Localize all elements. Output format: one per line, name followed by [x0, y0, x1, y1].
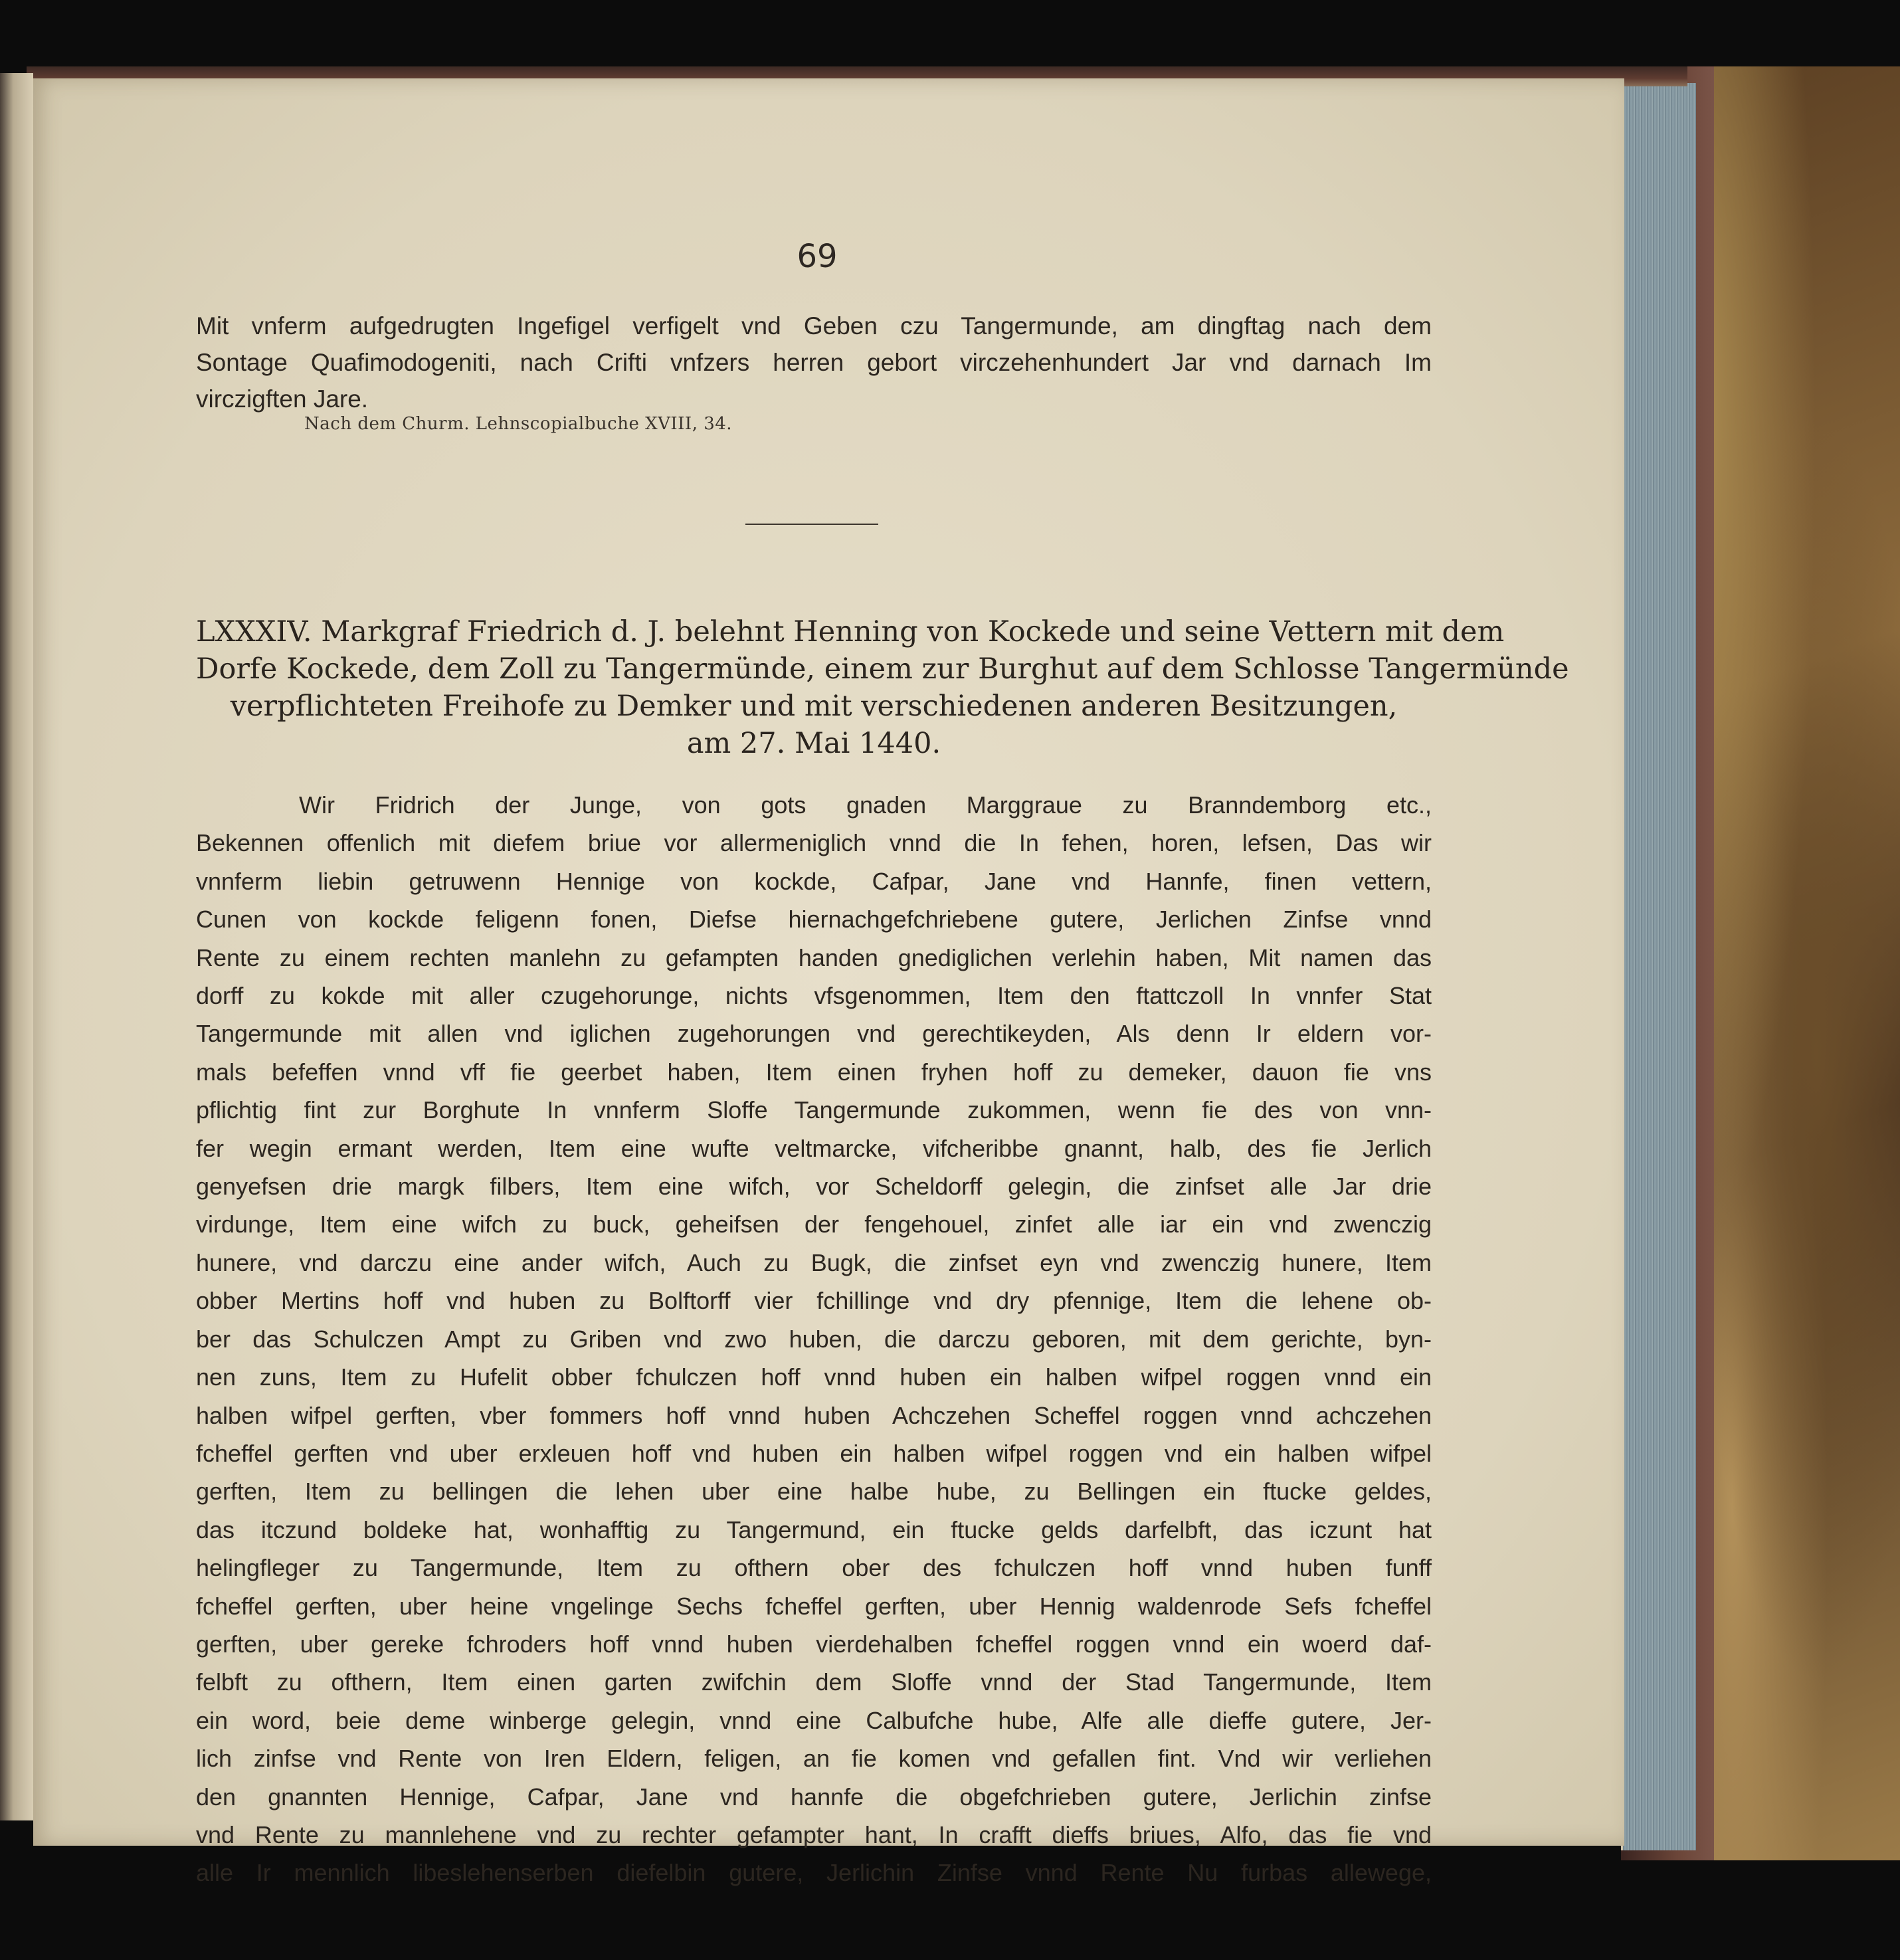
- body-line: Rente zu einem rechten manlehn zu gefampten handen gnediglichen verlehin haben, Mit namen das: [196, 943, 1432, 971]
- heading-date-line: am 27. Mai 1440.: [686, 727, 941, 760]
- intro-paragraph: [196, 308, 1432, 417]
- intro-line: Mit vnferm aufgedrugten Ingefigel verfigelt vnd Geben czu Tangermunde, am dingftag nach dem: [196, 312, 1432, 340]
- body-line: felbft zu ofthern, Item einen garten zwifchin dem Sloffe vnnd der Stad Tangermunde, Item: [196, 1668, 1432, 1696]
- body-line: virdunge, Item eine wifch zu buck, geheifsen der fengehouel, zinfet alle iar ein vnd zwenczig: [196, 1211, 1432, 1238]
- document-heading: [196, 613, 1569, 762]
- body-line: Wir Fridrich der Junge, von gots gnaden Marggraue zu Branndemborg etc.,: [299, 791, 1432, 819]
- body-line: fcheffel gerften, uber heine vngelinge Sechs fcheffel gerften, uber Hennig waldenrode Sefs fcheffel: [196, 1592, 1432, 1620]
- body-line: hunere, vnd darczu eine ander wifch, Auch zu Bugk, die zinfset eyn vnd zwenczig hunere, Item: [196, 1248, 1432, 1276]
- page-block-edge: [1621, 83, 1696, 1850]
- previous-page-edge: [0, 73, 33, 1820]
- body-line: Bekennen offenlich mit diefem briue vor allermeniglich vnnd die In fehen, horen, lefsen, Das wir: [196, 829, 1432, 857]
- body-line: Tangermunde mit allen vnd iglichen zugehorungen vnd gerechtikeyden, Als denn Ir eldern vor-: [196, 1020, 1432, 1048]
- heading-line: verpflichteten Freihofe zu Demker und mit verschiedenen anderen Besitzungen,: [230, 690, 1398, 723]
- body-line: gerften, Item zu bellingen die lehen uber eine halbe hube, zu Bellingen ein ftucke geldes,: [196, 1478, 1432, 1506]
- body-line: halben wifpel gerften, vber fommers hoff vnnd huben Achczehen Scheffel roggen vnnd achczehen: [196, 1401, 1432, 1429]
- body-line: fer wegin ermant werden, Item eine wufte veltmarcke, vifcheribbe gnannt, halb, des fie Jerlich: [196, 1134, 1432, 1162]
- body-line: helingfleger zu Tangermunde, Item zu ofthern ober des fchulczen hoff vnnd huben funff: [196, 1554, 1432, 1582]
- intro-line: virczigften Jare.: [196, 385, 369, 413]
- body-line: ber das Schulczen Ampt zu Griben vnd zwo huben, die darczu geboren, mit dem gerichte, byn-: [196, 1325, 1432, 1353]
- body-line: dorff zu kokde mit aller czugehorunge, nichts vfsgenommen, Item den ftattczoll In vnnfer Stat: [196, 982, 1432, 1010]
- book-page: [33, 78, 1624, 1887]
- body-line: fcheffel gerften vnd uber erxleuen hoff vnd huben ein halben wifpel roggen vnd ein halben wifpel: [196, 1439, 1432, 1467]
- body-line: Cunen von kockde feligenn fonen, Diefse hiernachgefchriebene gutere, Jerlichen Zinfse vnnd: [196, 906, 1432, 933]
- intro-line: Sontage Quafimodogeniti, nach Crifti vnfzers herren gebort virczehenhundert Jar vnd darnach Im: [196, 349, 1432, 376]
- heading-line: LXXXIV. Markgraf Friedrich d. J. belehnt Henning von Kockede und seine Vettern mit dem: [196, 615, 1505, 648]
- heading-line: Dorfe Kockede, dem Zoll zu Tangermünde, einem zur Burghut auf dem Schlosse Tangermünde: [196, 652, 1569, 686]
- body-line: vnnferm liebin getruwenn Hennige von kockde, Cafpar, Jane vnd Hannfe, finen vettern,: [196, 867, 1432, 895]
- page-number: 69: [797, 238, 838, 275]
- charter-body: [196, 786, 1432, 1892]
- source-note: Nach dem Churm. Lehnscopialbuche XVIII, 34.: [304, 414, 733, 434]
- body-line: alle Ir mennlich libeslehenserben diefelbin gutere, Jerlichin Zinfse vnnd Rente Nu furbas allewege,: [196, 1859, 1432, 1887]
- body-line: mals befeffen vnnd vff fie geerbet haben, Item einen fryhen hoff zu demeker, dauon fie vns: [196, 1058, 1432, 1086]
- body-line: pflichtig fint zur Borghute In vnnferm Sloffe Tangermunde zukommen, wenn fie des von vnn-: [196, 1096, 1432, 1124]
- body-line: gerften, uber gereke fchroders hoff vnnd huben vierdehalben fcheffel roggen vnnd ein woerd daf-: [196, 1630, 1432, 1658]
- body-line: vnd Rente zu mannlehene vnd zu rechter gefampter hant, In crafft dieffs briues, Alfo, das fie vnd: [196, 1820, 1432, 1848]
- body-line: ein word, beie deme winberge gelegin, vnnd eine Calbufche hube, Alfe alle dieffe gutere, Jer-: [196, 1706, 1432, 1734]
- body-line: den gnannten Hennige, Cafpar, Jane vnd hannfe die obgefchrieben gutere, Jerlichin zinfse: [196, 1783, 1432, 1811]
- body-line: genyefsen drie margk filbers, Item eine wifch, vor Scheldorff gelegin, die zinfset alle Jar drie: [196, 1173, 1432, 1201]
- body-line: das itczund boldeke hat, wonhafftig zu Tangermund, ein ftucke gelds darfelbft, das iczunt hat: [196, 1516, 1432, 1543]
- section-divider: [745, 524, 878, 525]
- body-line: nen zuns, Item zu Hufelit obber fchulczen hoff vnnd huben ein halben wifpel roggen vnnd ein: [196, 1363, 1432, 1391]
- body-line: lich zinfse vnd Rente von Iren Eldern, feligen, an fie komen vnd gefallen fint. Vnd wir verliehen: [196, 1745, 1432, 1773]
- body-line: obber Mertins hoff vnd huben zu Bolftorff vier fchillinge vnd dry pfennige, Item die lehene ob-: [196, 1287, 1432, 1315]
